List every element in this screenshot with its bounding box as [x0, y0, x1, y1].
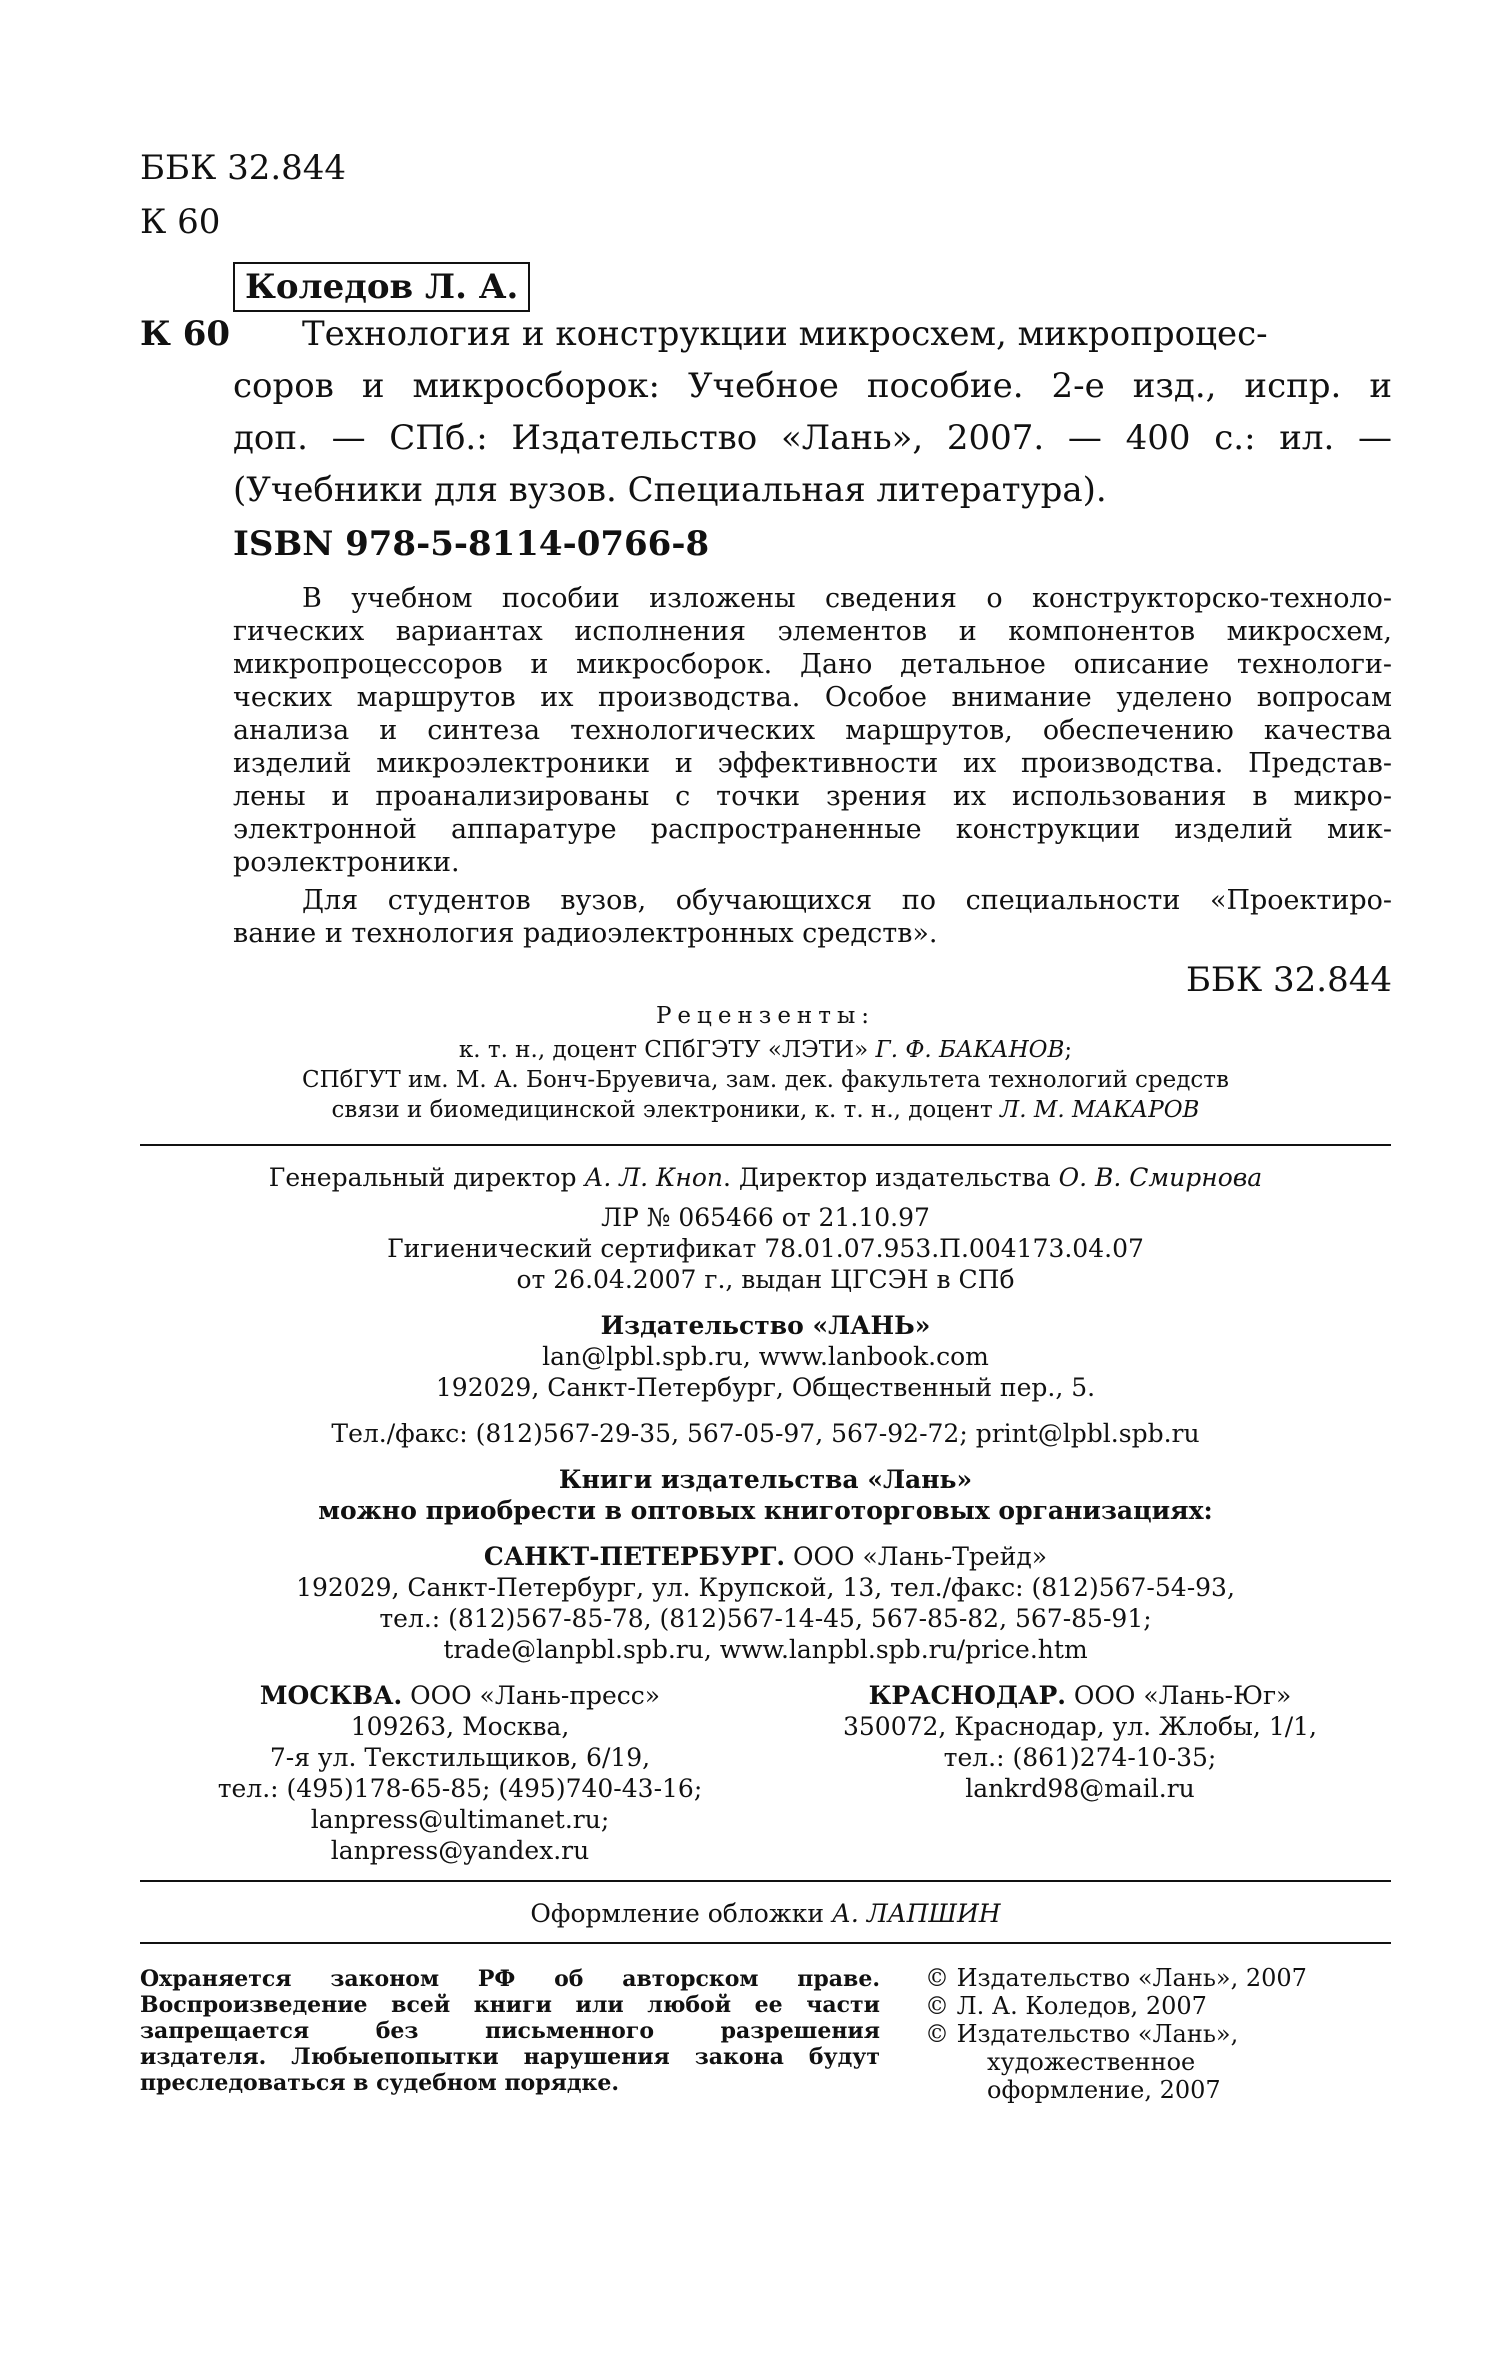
divider-bottom [140, 1942, 1391, 1944]
publisher-name: Издательство «ЛАНЬ» [600, 1311, 931, 1340]
hygiene-line-1: Гигиенический сертификат 78.01.07.953.П.004173.04.07 [387, 1234, 1144, 1263]
cover-designer: А. ЛАПШИН [832, 1899, 1001, 1928]
abstract-line-8: электронной аппаратуре распространенные конструкции изделий мик- [233, 814, 1392, 845]
copyright-line-1: © Издательство «Лань», 2007 [925, 1964, 1307, 1992]
reviewer-2-name: Л. М. МАКАРОВ [1000, 1097, 1200, 1123]
krasnodar-line-2: тел.: (861)274-10-35; [943, 1743, 1217, 1772]
abstract-line-5: анализа и синтеза технологических маршрутов, обеспечению качества [233, 715, 1392, 746]
abstract-line-6: изделий микроэлектроники и эффективности их производства. Представ- [233, 748, 1392, 779]
moscow-heading: МОСКВА. ООО «Лань-пресс» [259, 1681, 661, 1710]
moscow-line-1: 109263, Москва, [350, 1712, 570, 1741]
general-director: А. Л. Кноп [584, 1163, 724, 1192]
publisher-tel-fax: Тел./факс: (812)567-29-35, 567-05-97, 567-92-72; print@lpbl.spb.ru [331, 1419, 1200, 1448]
abstract-line-2: гических вариантах исполнения элементов и компонентов микросхем, [233, 616, 1392, 647]
author-mark: К 60 [140, 314, 231, 354]
spb-heading: САНКТ-ПЕТЕРБУРГ. ООО «Лань-Трейд» [483, 1542, 1048, 1571]
legal-line-5: преследоваться в судебном порядке. [140, 2070, 620, 2096]
abstract-line-3: микропроцессоров и микросборок. Дано детальное описание технологи- [233, 649, 1392, 680]
bbk-code-top: ББК 32.844 [140, 148, 347, 188]
license-line: ЛР № 065466 от 21.10.97 [601, 1203, 930, 1232]
isbn: ISBN 978-5-8114-0766-8 [233, 524, 710, 564]
title-line-1: Технология и конструкции микросхем, микропроцес- [302, 314, 1268, 354]
author-box: Коледов Л. А. [233, 262, 530, 312]
legal-line-3: запрещается без письменного разрешения [140, 2018, 880, 2044]
reviewers-heading: Рецензенты: [655, 1003, 876, 1029]
moscow-line-4: lanpress@ultimanet.ru; [310, 1805, 610, 1834]
title-line-4: (Учебники для вузов. Специальная литература). [233, 470, 1107, 510]
spb-line-2: тел.: (812)567-85-78, (812)567-14-45, 567-85-82, 567-85-91; [379, 1604, 1152, 1633]
cover-credit: Оформление обложки А. ЛАПШИН [530, 1899, 1001, 1928]
abstract-line-7: лены и проанализированы с точки зрения их использования в микро- [233, 781, 1392, 812]
krasnodar-line-3: lankrd98@mail.ru [965, 1774, 1195, 1803]
title-line-3: доп. — СПб.: Издательство «Лань», 2007. — 400 с.: ил. — [233, 418, 1392, 458]
copyright-line-2: © Л. А. Коледов, 2007 [925, 1992, 1207, 2020]
publisher-address: 192029, Санкт-Петербург, Общественный пер., 5. [435, 1373, 1096, 1402]
legal-line-4: издателя. Любыепопытки нарушения закона будут [140, 2044, 880, 2070]
spb-line-3: trade@lanpbl.spb.ru, www.lanpbl.spb.ru/price.htm [443, 1635, 1088, 1664]
abstract-line-4: ческих маршрутов их производства. Особое внимание уделено вопросам [233, 682, 1392, 713]
audience-line-1: Для студентов вузов, обучающихся по специальности «Проектиро- [302, 885, 1392, 916]
moscow-line-3: тел.: (495)178-65-85; (495)740-43-16; [217, 1774, 703, 1803]
krasnodar-line-1: 350072, Краснодар, ул. Жлобы, 1/1, [842, 1712, 1318, 1741]
audience-line-2: вание и технология радиоэлектронных средств». [233, 918, 938, 949]
bbk-code-bottom: ББК 32.844 [1185, 960, 1392, 1000]
krasnodar-heading: КРАСНОДАР. ООО «Лань-Юг» [868, 1681, 1292, 1710]
publishing-director: О. В. Смирнова [1058, 1163, 1263, 1192]
spb-city: САНКТ-ПЕТЕРБУРГ. [483, 1542, 786, 1571]
publisher-email-web: lan@lpbl.spb.ru, www.lanbook.com [542, 1342, 989, 1371]
moscow-line-2: 7-я ул. Текстильщиков, 6/19, [269, 1743, 651, 1772]
legal-line-2: Воспроизведение всей книги или любой ее части [140, 1992, 880, 2018]
directors-line: Генеральный директор А. Л. Кноп. Директор издательства О. В. Смирнова [268, 1163, 1263, 1192]
abstract-line-9: роэлектроники. [233, 847, 460, 878]
reviewer-2-line-2: связи и биомедицинской электроники, к. т. н., доцент Л. М. МАКАРОВ [331, 1097, 1200, 1123]
legal-line-1: Охраняется законом РФ об авторском праве. [140, 1966, 880, 1992]
reviewer-1-name: Г. Ф. БАКАНОВ [875, 1037, 1065, 1063]
books-line-1: Книги издательства «Лань» [558, 1465, 973, 1494]
reviewer-2-line-1: СПбГУТ им. М. А. Бонч-Бруевича, зам. дек. факультета технологий средств [302, 1067, 1229, 1093]
divider-top [140, 1144, 1391, 1146]
author-mark-top: К 60 [140, 202, 221, 242]
copyright-line-4: художественное [987, 2048, 1196, 2076]
title-line-2: соров и микросборок: Учебное пособие. 2-е изд., испр. и [233, 366, 1392, 406]
reviewer-1: к. т. н., доцент СПбГЭТУ «ЛЭТИ» Г. Ф. БАКАНОВ; [458, 1037, 1073, 1063]
copyright-line-5: оформление, 2007 [987, 2076, 1221, 2104]
divider-middle [140, 1880, 1391, 1882]
books-line-2: можно приобрести в оптовых книготорговых организациях: [318, 1496, 1213, 1525]
krasnodar-city: КРАСНОДАР. [868, 1681, 1066, 1710]
abstract-line-1: В учебном пособии изложены сведения о конструкторско-техноло- [302, 583, 1392, 614]
copyright-line-3: © Издательство «Лань», [925, 2020, 1239, 2048]
moscow-city: МОСКВА. [259, 1681, 403, 1710]
hygiene-line-2: от 26.04.2007 г., выдан ЦГСЭН в СПб [516, 1265, 1015, 1294]
moscow-line-5: lanpress@yandex.ru [330, 1836, 590, 1865]
spb-line-1: 192029, Санкт-Петербург, ул. Крупской, 13, тел./факс: (812)567-54-93, [296, 1573, 1235, 1602]
